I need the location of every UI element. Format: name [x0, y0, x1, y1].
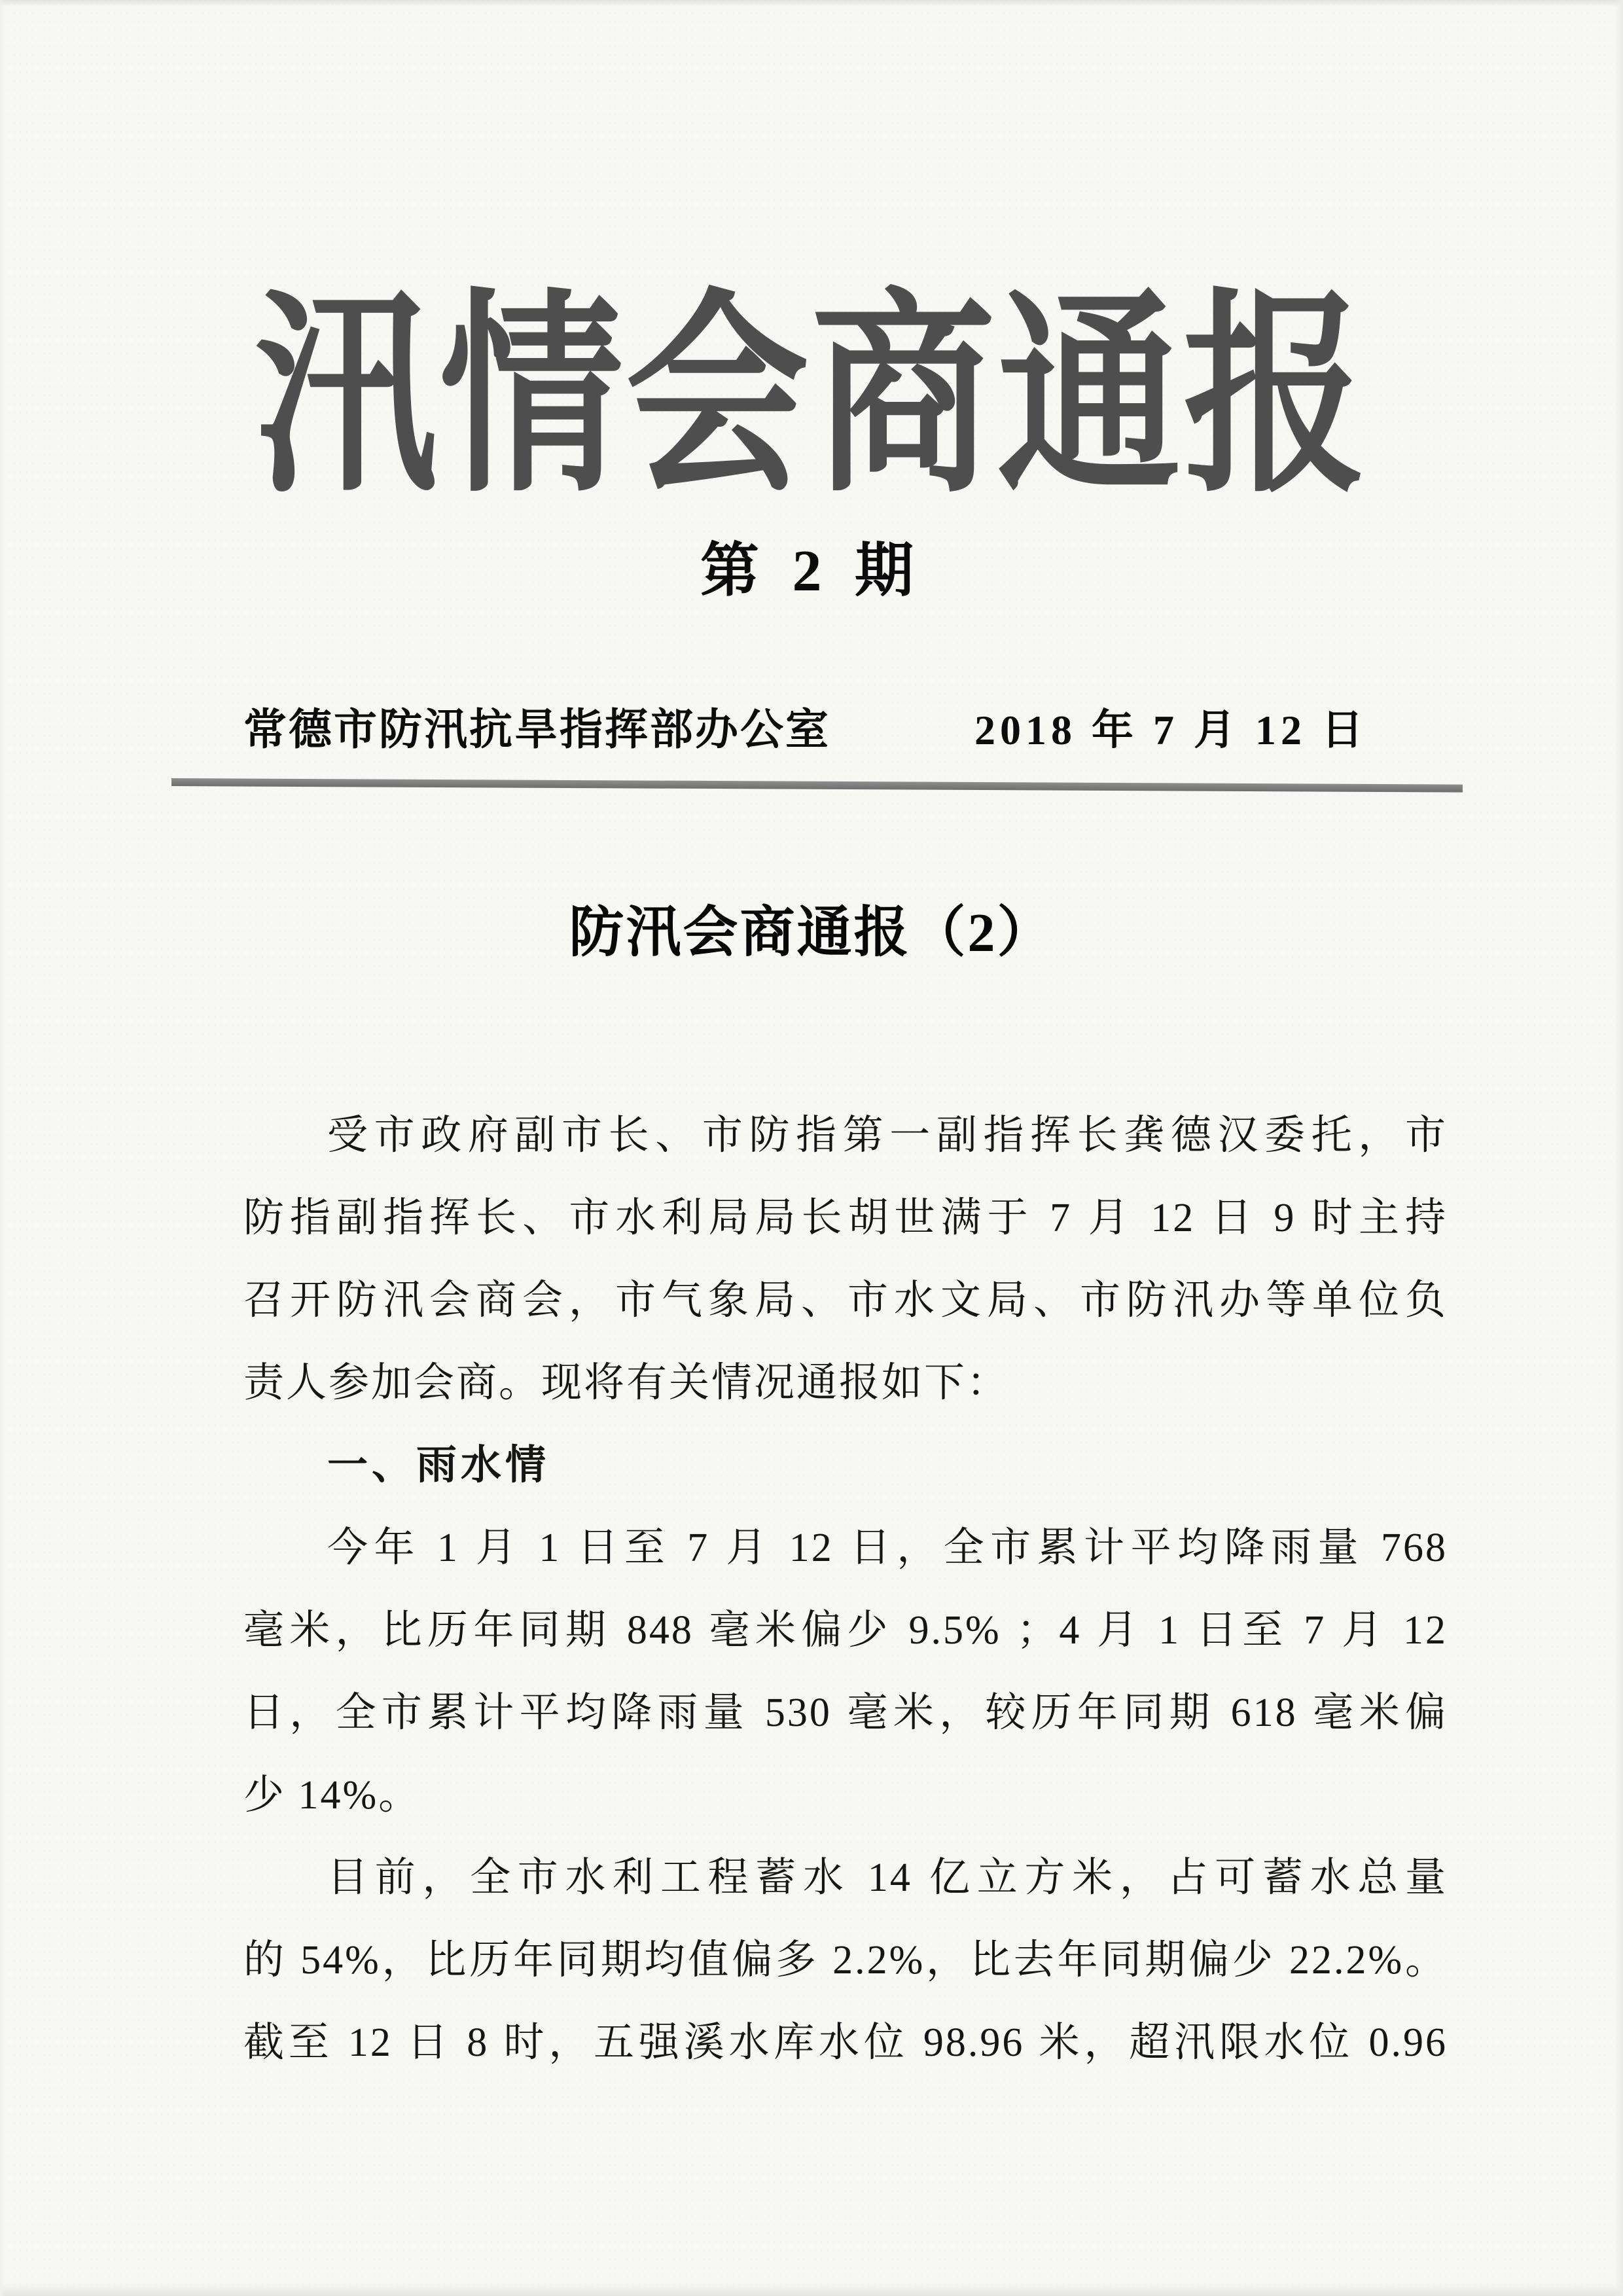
scan-edge-bottom: [0, 2284, 1623, 2296]
document-title: 防汛会商通报（2）: [569, 903, 1054, 963]
scan-edge-top: [0, 0, 1623, 7]
divider-rule: [171, 778, 1463, 793]
body-text-line: 日，全市累计平均降雨量 530 毫米，较历年同期 618 毫米偏: [243, 1691, 1448, 1735]
body-text-line: 受市政府副市长、市防指第一副指挥长龚德汉委托，市: [327, 1113, 1448, 1158]
body-text-line: 少 14%。: [243, 1773, 421, 1818]
body-text-line: 截至 12 日 8 时，五强溪水库水位 98.96 米，超汛限水位 0.96: [243, 2020, 1448, 2065]
document-body: [243, 1094, 1448, 2084]
masthead-title: 汛情会商通报: [254, 277, 1369, 518]
body-text-line: 毫米，比历年同期 848 毫米偏少 9.5% ；4 月 1 日至 7 月 12: [243, 1608, 1448, 1653]
body-text-line: 召开防汛会商会，市气象局、市水文局、市防汛办等单位负: [243, 1278, 1448, 1323]
body-text-line: 目前，全市水利工程蓄水 14 亿立方米，占可蓄水总量: [327, 1856, 1448, 1900]
body-text-line: 的 54%，比历年同期均值偏多 2.2%，比去年同期偏少 22.2%。: [243, 1938, 1448, 1982]
body-text-line: 今年 1 月 1 日至 7 月 12 日，全市累计平均降雨量 768: [327, 1526, 1448, 1570]
issuer-date-row: [243, 699, 1368, 762]
issuing-office: 常德市防汛抗旱指挥部办公室: [243, 706, 830, 754]
body-text-line: 责人参加会商。现将有关情况通报如下：: [243, 1361, 1010, 1405]
section-heading: 一、雨水情: [327, 1443, 550, 1488]
body-text-line: 防指副指挥长、市水利局局长胡世满于 7 月 12 日 9 时主持: [243, 1196, 1448, 1240]
issue-number: 第 2 期: [700, 539, 923, 603]
issue-date: 2018 年 7 月 12 日: [974, 707, 1368, 753]
